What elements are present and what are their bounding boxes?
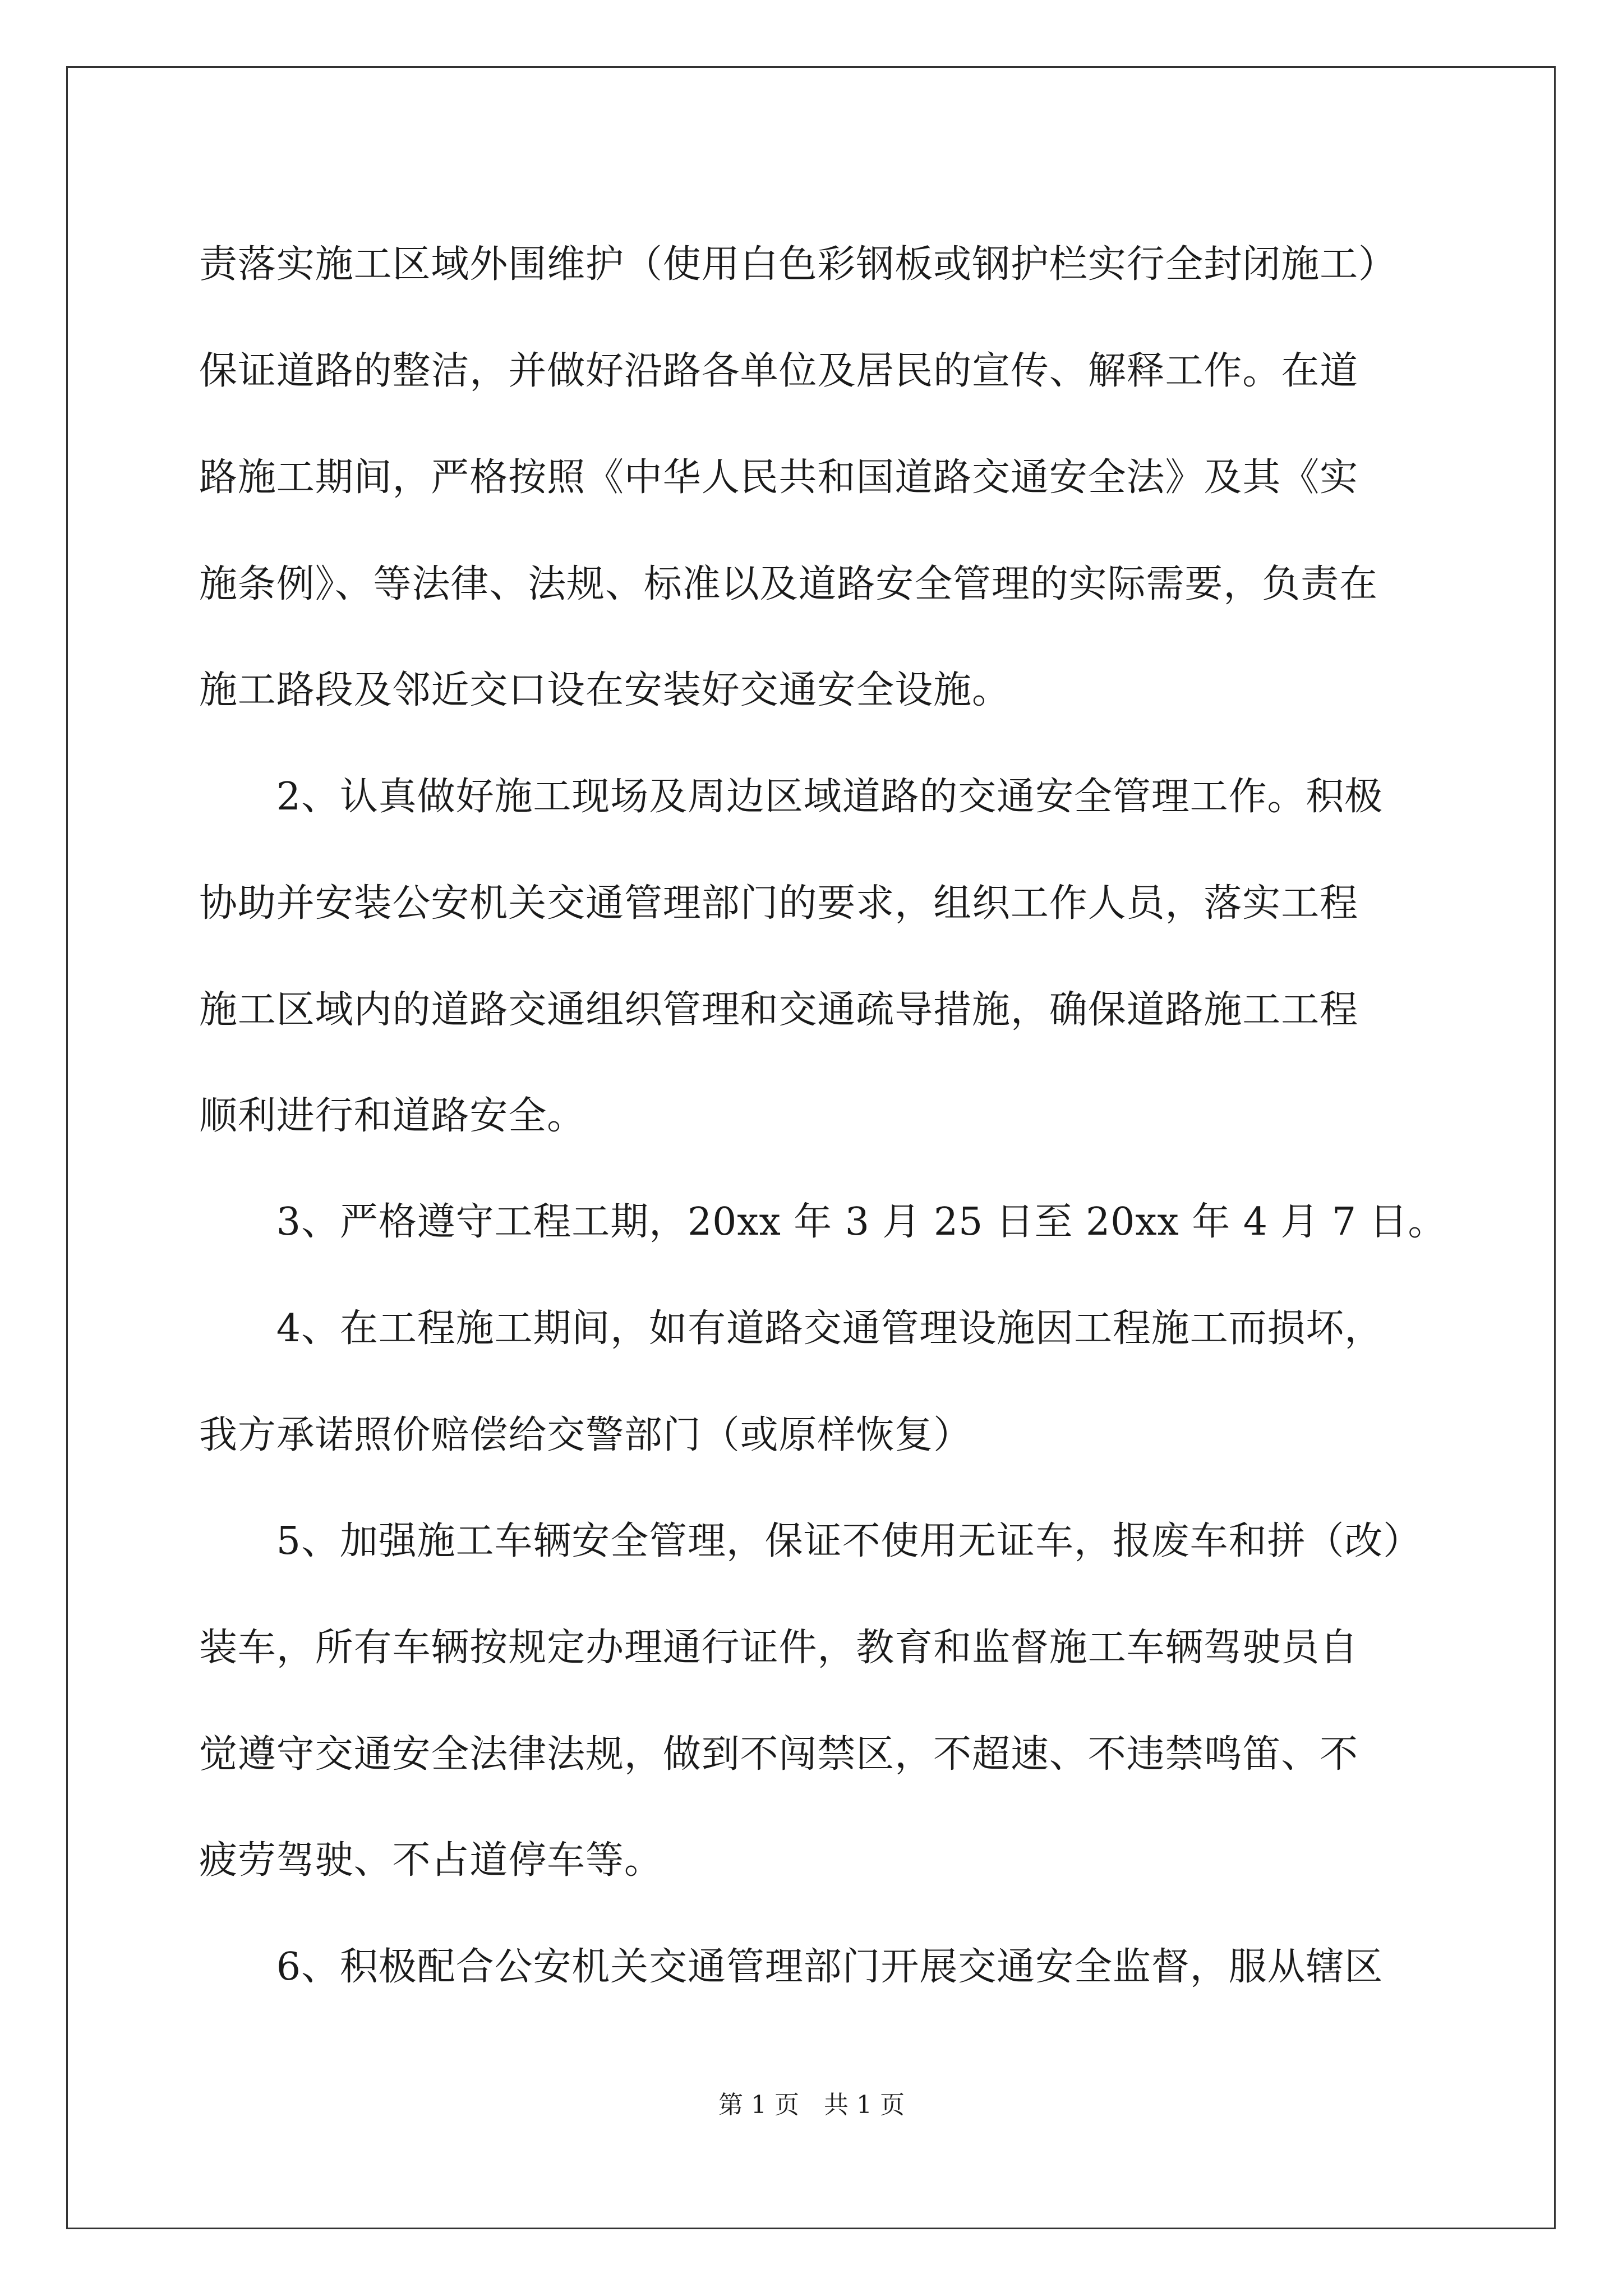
text-line: 施工区域内的道路交通组织管理和交通疏导措施，确保道路施工工程 — [199, 988, 1359, 1032]
text-line: 5、加强施工车辆安全管理，保证不使用无证车，报废车和拼（改） — [199, 1519, 1422, 1563]
text-line: 装车，所有车辆按规定办理通行证件，教育和监督施工车辆驾驶员自 — [199, 1626, 1359, 1670]
text-line: 施工路段及邻近交口设在安装好交通安全设施。 — [199, 668, 1011, 712]
text-line: 觉遵守交通安全法律法规，做到不闯禁区，不超速、不违禁鸣笛、不 — [199, 1732, 1359, 1777]
text-line: 6、积极配合公安机关交通管理部门开展交通安全监督，服从辖区 — [199, 1945, 1384, 1989]
text-line: 我方承诺照价赔偿给交警部门（或原样恢复） — [199, 1413, 972, 1457]
text-line: 顺利进行和道路安全。 — [199, 1094, 586, 1138]
text-line: 路施工期间，严格按照《中华人民共和国道路交通安全法》及其《实 — [199, 455, 1359, 500]
text-line: 保证道路的整洁，并做好沿路各单位及居民的宣传、解释工作。在道 — [199, 349, 1359, 393]
text-line: 责落实施工区域外围维护（使用白色彩钢板或钢护栏实行全封闭施工） — [199, 242, 1397, 287]
text-line: 疲劳驾驶、不占道停车等。 — [199, 1838, 663, 1883]
page-footer: 第 1 页 共 1 页 — [718, 2091, 905, 2119]
text-line: 4、在工程施工期间，如有道路交通管理设施因工程施工而损坏， — [199, 1306, 1384, 1351]
text-line: 施条例》、等法律、法规、标准以及道路安全管理的实际需要，负责在 — [199, 562, 1378, 606]
text-line: 协助并安装公安机关交通管理部门的要求，组织工作人员，落实工程 — [199, 881, 1359, 926]
text-line: 3、严格遵守工程工期，20xx 年 3 月 25 日至 20xx 年 4 月 7 日。 — [199, 1200, 1447, 1244]
text-line: 2、认真做好施工现场及周边区域道路的交通安全管理工作。积极 — [199, 775, 1384, 819]
